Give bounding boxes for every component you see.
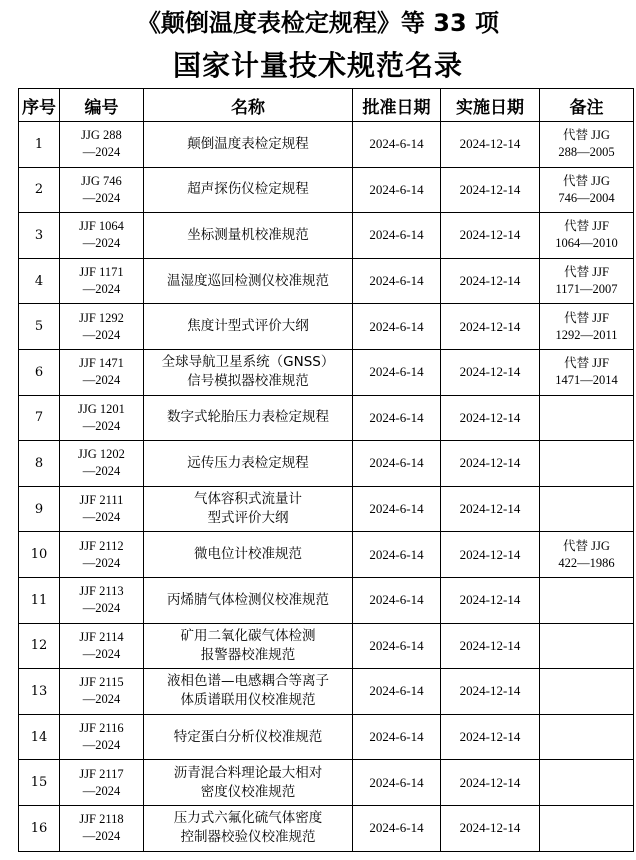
remark-line: 代替 JJF <box>564 356 609 371</box>
cell-code <box>60 213 144 259</box>
table-row <box>19 669 634 715</box>
code-line: JJF 1292 <box>79 310 124 325</box>
cell-effective-date: 2024-12-14 <box>441 304 540 350</box>
name-line: 沥青混合料理论最大相对 <box>173 764 323 781</box>
cell-name <box>144 213 353 259</box>
name-line: 坐标测量机校准规范 <box>187 226 309 243</box>
cell-name <box>144 122 353 168</box>
cell-index: 15 <box>19 760 60 806</box>
cell-name <box>144 532 353 578</box>
remark-line: 代替 JJG <box>563 128 610 143</box>
cell-code <box>60 486 144 532</box>
cell-name <box>144 486 353 532</box>
cell-index: 2 <box>19 167 60 213</box>
code-line: JJG 288 <box>81 128 122 143</box>
cell-index: 11 <box>19 577 60 623</box>
remark-line: 422—1986 <box>558 555 615 570</box>
cell-index: 8 <box>19 441 60 487</box>
name-line: 数字式轮胎压力表检定规程 <box>167 409 329 426</box>
cell-approval-date: 2024-6-14 <box>353 349 441 395</box>
cell-remarks <box>540 258 634 304</box>
cell-index: 1 <box>19 122 60 168</box>
header-remarks: 备注 <box>540 89 634 122</box>
remark-line: 代替 JJF <box>564 219 609 234</box>
name-line: 密度仪校准规范 <box>200 783 296 800</box>
cell-code <box>60 441 144 487</box>
cell-effective-date: 2024-12-14 <box>441 805 540 851</box>
code-line: JJF 2115 <box>79 675 124 690</box>
cell-remarks <box>540 669 634 715</box>
table-row <box>19 122 634 168</box>
cell-remarks <box>540 122 634 168</box>
cell-approval-date: 2024-6-14 <box>353 304 441 350</box>
header-name: 名称 <box>144 89 353 122</box>
name-line: 控制器校验仪校准规范 <box>180 829 316 846</box>
cell-name <box>144 258 353 304</box>
cell-approval-date: 2024-6-14 <box>353 532 441 578</box>
code-line: —2024 <box>82 464 121 479</box>
code-line: —2024 <box>82 738 121 753</box>
cell-effective-date: 2024-12-14 <box>441 714 540 760</box>
table-row <box>19 714 634 760</box>
cell-code <box>60 805 144 851</box>
cell-code <box>60 167 144 213</box>
name-line: 颠倒温度表检定规程 <box>187 135 309 152</box>
code-line: —2024 <box>82 829 121 844</box>
cell-code <box>60 714 144 760</box>
cell-effective-date: 2024-12-14 <box>441 349 540 395</box>
name-line: 信号模拟器校准规范 <box>187 373 309 390</box>
table-row <box>19 623 634 669</box>
cell-effective-date: 2024-12-14 <box>441 167 540 213</box>
cell-effective-date: 2024-12-14 <box>441 532 540 578</box>
cell-code <box>60 258 144 304</box>
cell-name <box>144 395 353 441</box>
remark-line: 288—2005 <box>558 145 615 160</box>
code-line: JJF 2111 <box>79 493 124 508</box>
remark-line: 代替 JJF <box>564 265 609 280</box>
remark-line: 1064—2010 <box>555 236 618 251</box>
cell-name <box>144 623 353 669</box>
code-line: —2024 <box>82 783 121 798</box>
cell-remarks <box>540 714 634 760</box>
cell-name <box>144 714 353 760</box>
cell-effective-date: 2024-12-14 <box>441 760 540 806</box>
cell-approval-date: 2024-6-14 <box>353 760 441 806</box>
remark-line: 1292—2011 <box>555 327 618 342</box>
cell-approval-date: 2024-6-14 <box>353 486 441 532</box>
cell-index: 4 <box>19 258 60 304</box>
cell-code <box>60 395 144 441</box>
name-line: 矿用二氧化碳气体检测 <box>180 627 316 644</box>
cell-name <box>144 760 353 806</box>
code-line: —2024 <box>82 418 121 433</box>
cell-effective-date: 2024-12-14 <box>441 669 540 715</box>
cell-remarks <box>540 167 634 213</box>
table-row <box>19 486 634 532</box>
cell-approval-date: 2024-6-14 <box>353 258 441 304</box>
document-title: 《颠倒温度表检定规程》等 33 项 <box>136 9 500 37</box>
cell-name <box>144 349 353 395</box>
code-line: —2024 <box>82 555 121 570</box>
code-line: JJF 1471 <box>79 356 124 371</box>
remark-line: 代替 JJG <box>563 173 610 188</box>
cell-approval-date: 2024-6-14 <box>353 577 441 623</box>
cell-remarks <box>540 577 634 623</box>
cell-remarks <box>540 349 634 395</box>
code-line: —2024 <box>82 510 121 525</box>
cell-remarks <box>540 395 634 441</box>
name-line: 体质谱联用仪校准规范 <box>180 692 316 709</box>
document-subtitle: 国家计量技术规范名录 <box>172 49 463 82</box>
table-row <box>19 805 634 851</box>
name-line: 丙烯腈气体检测仪校准规范 <box>167 591 329 608</box>
code-line: —2024 <box>82 601 121 616</box>
code-line: —2024 <box>82 692 121 707</box>
cell-code <box>60 623 144 669</box>
cell-code <box>60 532 144 578</box>
remark-line: 1171—2007 <box>555 282 618 297</box>
cell-index: 7 <box>19 395 60 441</box>
name-line: 压力式六氟化硫气体密度 <box>173 810 323 827</box>
cell-name <box>144 441 353 487</box>
code-line: —2024 <box>82 190 121 205</box>
cell-name <box>144 577 353 623</box>
cell-approval-date: 2024-6-14 <box>353 669 441 715</box>
remark-line: 746—2004 <box>558 190 615 205</box>
cell-effective-date: 2024-12-14 <box>441 486 540 532</box>
table-row <box>19 304 634 350</box>
cell-effective-date: 2024-12-14 <box>441 441 540 487</box>
code-line: JJG 1202 <box>78 447 125 462</box>
cell-index: 9 <box>19 486 60 532</box>
name-line: 超声探伤仪检定规程 <box>187 181 309 198</box>
cell-name <box>144 669 353 715</box>
name-line: 型式评价大纲 <box>207 510 289 527</box>
table-row <box>19 395 634 441</box>
cell-remarks <box>540 441 634 487</box>
name-line: 气体容积式流量计 <box>194 491 302 508</box>
code-line: —2024 <box>82 373 121 388</box>
code-line: JJF 2116 <box>79 721 124 736</box>
cell-index: 3 <box>19 213 60 259</box>
name-line: 焦度计型式评价大纲 <box>187 318 309 335</box>
cell-code <box>60 304 144 350</box>
table-row <box>19 532 634 578</box>
cell-effective-date: 2024-12-14 <box>441 623 540 669</box>
code-line: —2024 <box>82 145 121 160</box>
cell-code <box>60 577 144 623</box>
cell-name <box>144 167 353 213</box>
cell-code <box>60 349 144 395</box>
cell-approval-date: 2024-6-14 <box>353 623 441 669</box>
header-code: 编号 <box>60 89 144 122</box>
cell-approval-date: 2024-6-14 <box>353 395 441 441</box>
remark-line: 1471—2014 <box>555 373 618 388</box>
cell-approval-date: 2024-6-14 <box>353 167 441 213</box>
cell-effective-date: 2024-12-14 <box>441 395 540 441</box>
remark-line: 代替 JJG <box>563 538 610 553</box>
code-line: —2024 <box>82 646 121 661</box>
cell-effective-date: 2024-12-14 <box>441 213 540 259</box>
cell-code <box>60 669 144 715</box>
cell-index: 6 <box>19 349 60 395</box>
cell-remarks <box>540 486 634 532</box>
cell-index: 13 <box>19 669 60 715</box>
cell-remarks <box>540 623 634 669</box>
standards-table <box>18 88 634 852</box>
name-line: 全球导航卫星系统（GNSS） <box>161 354 335 371</box>
name-line: 报警器校准规范 <box>200 646 296 663</box>
code-line: JJF 2112 <box>79 538 124 553</box>
name-line: 温湿度巡回检测仪校准规范 <box>167 272 329 289</box>
name-line: 液相色谱—电感耦合等离子 <box>167 673 329 690</box>
table-row <box>19 213 634 259</box>
cell-index: 14 <box>19 714 60 760</box>
table-row <box>19 258 634 304</box>
header-index: 序号 <box>19 89 60 122</box>
table-header-row <box>19 89 634 122</box>
cell-name <box>144 805 353 851</box>
cell-remarks <box>540 304 634 350</box>
cell-code <box>60 760 144 806</box>
cell-remarks <box>540 532 634 578</box>
cell-index: 16 <box>19 805 60 851</box>
code-line: JJF 2118 <box>79 812 124 827</box>
code-line: JJF 1064 <box>79 219 124 234</box>
code-line: JJG 1201 <box>78 401 125 416</box>
cell-approval-date: 2024-6-14 <box>353 213 441 259</box>
header-approval-date: 批准日期 <box>353 89 441 122</box>
cell-approval-date: 2024-6-14 <box>353 441 441 487</box>
cell-remarks <box>540 760 634 806</box>
cell-name <box>144 304 353 350</box>
code-line: —2024 <box>82 236 121 251</box>
cell-approval-date: 2024-6-14 <box>353 122 441 168</box>
cell-index: 12 <box>19 623 60 669</box>
remark-line: 代替 JJF <box>564 310 609 325</box>
table-row <box>19 441 634 487</box>
code-line: JJF 2114 <box>79 629 124 644</box>
code-line: JJF 1171 <box>79 265 124 280</box>
cell-remarks <box>540 213 634 259</box>
cell-approval-date: 2024-6-14 <box>353 714 441 760</box>
cell-index: 10 <box>19 532 60 578</box>
table-row <box>19 167 634 213</box>
cell-approval-date: 2024-6-14 <box>353 805 441 851</box>
header-effective-date: 实施日期 <box>441 89 540 122</box>
cell-index: 5 <box>19 304 60 350</box>
code-line: —2024 <box>82 327 121 342</box>
table-row <box>19 349 634 395</box>
code-line: JJG 746 <box>81 173 122 188</box>
code-line: JJF 2113 <box>79 584 124 599</box>
name-line: 特定蛋白分析仪校准规范 <box>173 728 323 745</box>
table-row <box>19 760 634 806</box>
name-line: 微电位计校准规范 <box>194 546 302 563</box>
code-line: —2024 <box>82 282 121 297</box>
cell-effective-date: 2024-12-14 <box>441 258 540 304</box>
name-line: 远传压力表检定规程 <box>187 454 309 471</box>
cell-code <box>60 122 144 168</box>
cell-effective-date: 2024-12-14 <box>441 122 540 168</box>
cell-effective-date: 2024-12-14 <box>441 577 540 623</box>
table-row <box>19 577 634 623</box>
code-line: JJF 2117 <box>79 766 124 781</box>
cell-remarks <box>540 805 634 851</box>
